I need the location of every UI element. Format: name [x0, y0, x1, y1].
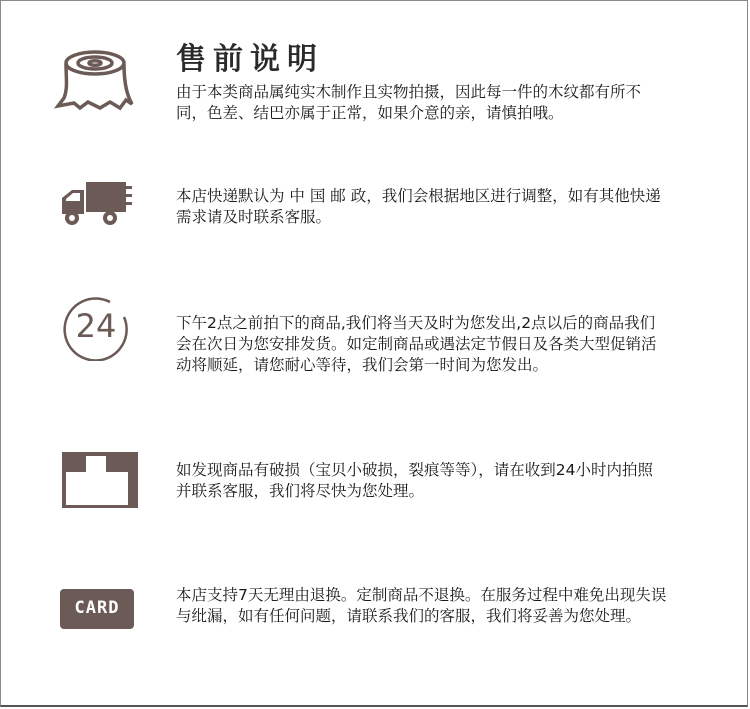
item-text-5: 本店支持7天无理由退换。定制商品不退换。在服务过程中难免出现失误与纰漏，如有任何问题，请联系我们的客服，我们将妥善为您处理。: [176, 586, 667, 625]
tree-stump-icon: [54, 48, 136, 112]
24-hours-icon: [60, 293, 132, 361]
item-text-1: 由于本类商品属纯实木制作且实物拍摄，因此每一件的木纹都有所不同，色差、结巴亦属于正常，如果介意的亲，请慎拍哦。: [176, 83, 642, 122]
delivery-truck-icon: [58, 180, 134, 228]
page-title: 售前说明: [176, 42, 324, 77]
card-label: CARD: [74, 598, 120, 618]
item-text-4: 如发现商品有破损（宝贝小破损，裂痕等等），请在收到24小时内拍照并联系客服，我们将尽快为您处理。: [176, 461, 653, 500]
package-box-icon: [60, 450, 140, 510]
card-icon: [60, 589, 134, 629]
item-text-2: 本店快递默认为 中 国 邮 政，我们会根据地区进行调整，如有其他快递需求请及时联系客服。: [176, 187, 661, 226]
24-hours-label: 24: [75, 307, 117, 345]
item-text-3: 下午2点之前拍下的商品,我们将当天及时为您发出,2点以后的商品我们会在次日为您安排发货。如定制商品或遇法定节假日及各类大型促销活动将顺延，请您耐心等待，我们会第一时间为您发出。: [176, 314, 657, 374]
